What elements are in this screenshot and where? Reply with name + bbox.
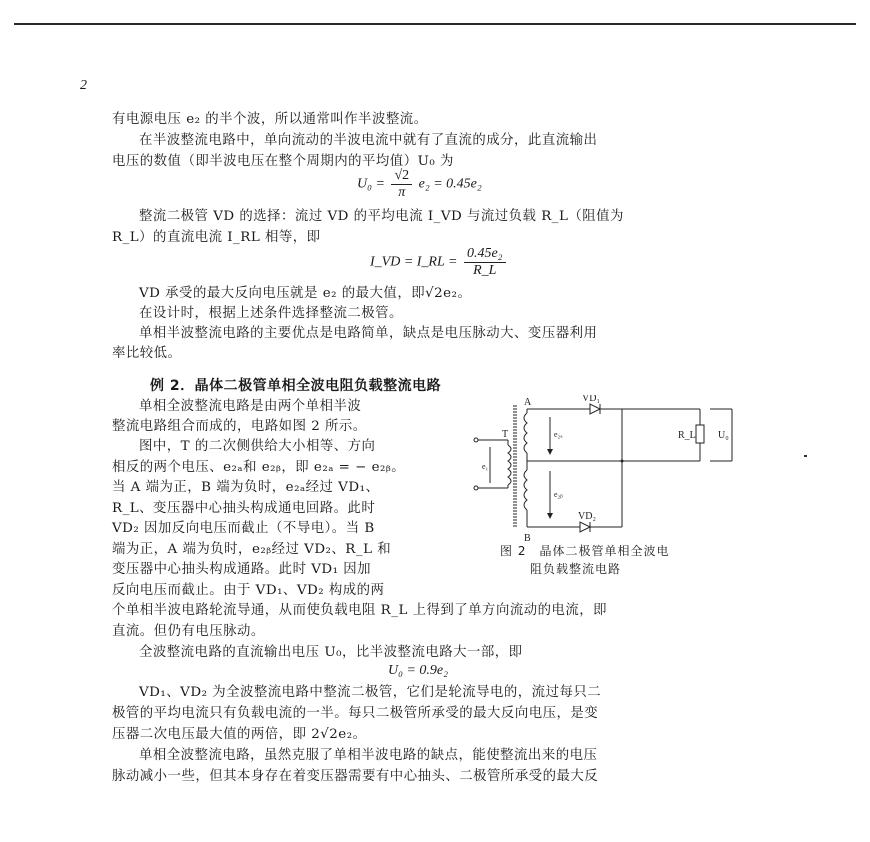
paragraph-line: 在设计时，根据上述条件选择整流二极管。 <box>139 306 403 321</box>
secondary-coil-b <box>524 470 527 510</box>
column-line: R_L、变压器中心抽头构成通电回路。此时 <box>112 501 376 516</box>
column-line: 反向电压而截止。由于 VD₁、VD₂ 构成的两 <box>112 583 385 598</box>
eq2-denominator: R_L <box>473 263 497 278</box>
column-line: 变压器中心抽头构成通路。此时 VD₁ 因加 <box>112 562 372 577</box>
e2a-label: e₂ₐ <box>554 430 563 439</box>
eq2-lhs: I_VD = I_RL = <box>370 254 458 270</box>
vd1-label: VD₁ <box>582 395 600 404</box>
caption-line-2: 阻负载整流电路 <box>530 562 622 576</box>
caption-line-1: 图 2 晶体二极管单相全波电 <box>500 544 670 558</box>
paragraph-line: 全波整流电路的直流输出电压 U₀，比半波整流电路大一部，即 <box>139 645 523 660</box>
eq1-numerator: √2 <box>391 168 412 185</box>
eq1-denominator: π <box>398 185 406 200</box>
paragraph-line: 单相全波整流电路，虽然克服了单相半波电路的缺点，能使整流出来的电压 <box>139 748 598 763</box>
column-line: 端为正，A 端为负时，e₂ᵦ经过 VD₂、R_L 和 <box>112 542 392 557</box>
paragraph-line: 在半波整流电路中，单向流动的半波电流中就有了直流的成分，此直流输出 <box>139 133 598 148</box>
figure-caption <box>500 542 669 578</box>
paragraph-line: R_L）的直流电流 I_RL 相等，即 <box>112 230 321 245</box>
terminal-b-label: B <box>524 533 531 544</box>
paragraph-line: 整流二极管 VD 的选择：流过 VD 的平均电流 I_VD 与流过负载 R_L（阻值为 <box>139 209 624 224</box>
transformer-label: T <box>502 429 509 440</box>
eq1-fraction <box>391 168 412 201</box>
section-heading: 例 2．晶体二极管单相全波电阻负载整流电路 <box>150 378 442 394</box>
e1-label: e₁ <box>482 462 489 471</box>
scan-speck <box>804 455 807 457</box>
diode-vd2 <box>580 522 590 532</box>
eq1-rhs: e₂ = 0.45e₂ <box>418 176 482 192</box>
eq2-numerator: 0.45e₂ <box>464 246 506 263</box>
terminal-a-label: A <box>524 397 532 408</box>
column-line: 单相全波整流电路是由两个单相半波 <box>139 399 362 414</box>
primary-coil <box>508 445 511 485</box>
secondary-coil-a <box>524 413 527 453</box>
rl-label: R_L <box>678 430 696 441</box>
paragraph-line: 极管的平均电流只有负载电流的一半。每只二极管所承受的最大反向电压，是变 <box>112 706 599 721</box>
paragraph-line: VD₁、VD₂ 为全波整流电路中整流二极管，它们是轮流导电的，流过每只二 <box>139 685 602 700</box>
equation-u0-fullwave: U₀ = 0.9e₂ <box>388 663 449 678</box>
page-number: 2 <box>80 78 87 93</box>
input-terminal <box>474 486 478 490</box>
paragraph-line: 直流。但仍有电压脉动。 <box>112 624 265 639</box>
load-resistor <box>696 425 704 443</box>
paragraph-line: 个单相半波电路轮流导通，从而使负载电阻 R_L 上得到了单方向流动的电流，即 <box>112 603 608 618</box>
text-line: 有电源电压 e₂ 的半个波，所以通常叫作半波整流。 <box>112 112 428 127</box>
diode-vd1 <box>590 404 600 414</box>
input-terminal <box>474 438 478 442</box>
eq2-fraction <box>464 246 506 279</box>
circuit-diagram <box>470 395 740 545</box>
header-rule <box>14 23 856 25</box>
column-line: 图中，T 的二次侧供给大小相等、方向 <box>139 439 376 454</box>
column-line: 相反的两个电压、e₂ₐ和 e₂ᵦ，即 e₂ₐ = − e₂ᵦ。 <box>112 460 406 475</box>
equation-ivd <box>370 246 509 279</box>
eq1-lhs: U₀ = <box>357 176 385 192</box>
paragraph-line: 率比较低。 <box>112 346 182 361</box>
paragraph-line: 压器二次电压最大值的两倍，即 2√2e₂。 <box>112 727 367 742</box>
e2b-label: e₂ᵦ <box>554 490 563 499</box>
u0-label: U₀ <box>718 430 729 441</box>
column-line: 当 A 端为正，B 端为负时，e₂ₐ经过 VD₁、 <box>112 480 380 495</box>
equation-u0 <box>357 168 482 201</box>
paragraph-line: 脉动减小一些，但其本身存在着变压器需要有中心抽头、二极管所承受的最大反 <box>112 769 599 784</box>
column-line: 整流电路组合而成的，电路如图 2 所示。 <box>112 419 367 434</box>
paragraph-line: VD 承受的最大反向电压就是 e₂ 的最大值，即√2e₂。 <box>139 286 472 301</box>
paragraph-line: 单相半波整流电路的主要优点是电路简单，缺点是电压脉动大、变压器利用 <box>139 326 598 341</box>
vd2-label: VD₂ <box>578 511 596 522</box>
paragraph-line: 电压的数值（即半波电压在整个周期内的平均值）U₀ 为 <box>112 154 454 169</box>
column-line: VD₂ 因加反向电压而截止（不导电）。当 B <box>112 521 375 536</box>
